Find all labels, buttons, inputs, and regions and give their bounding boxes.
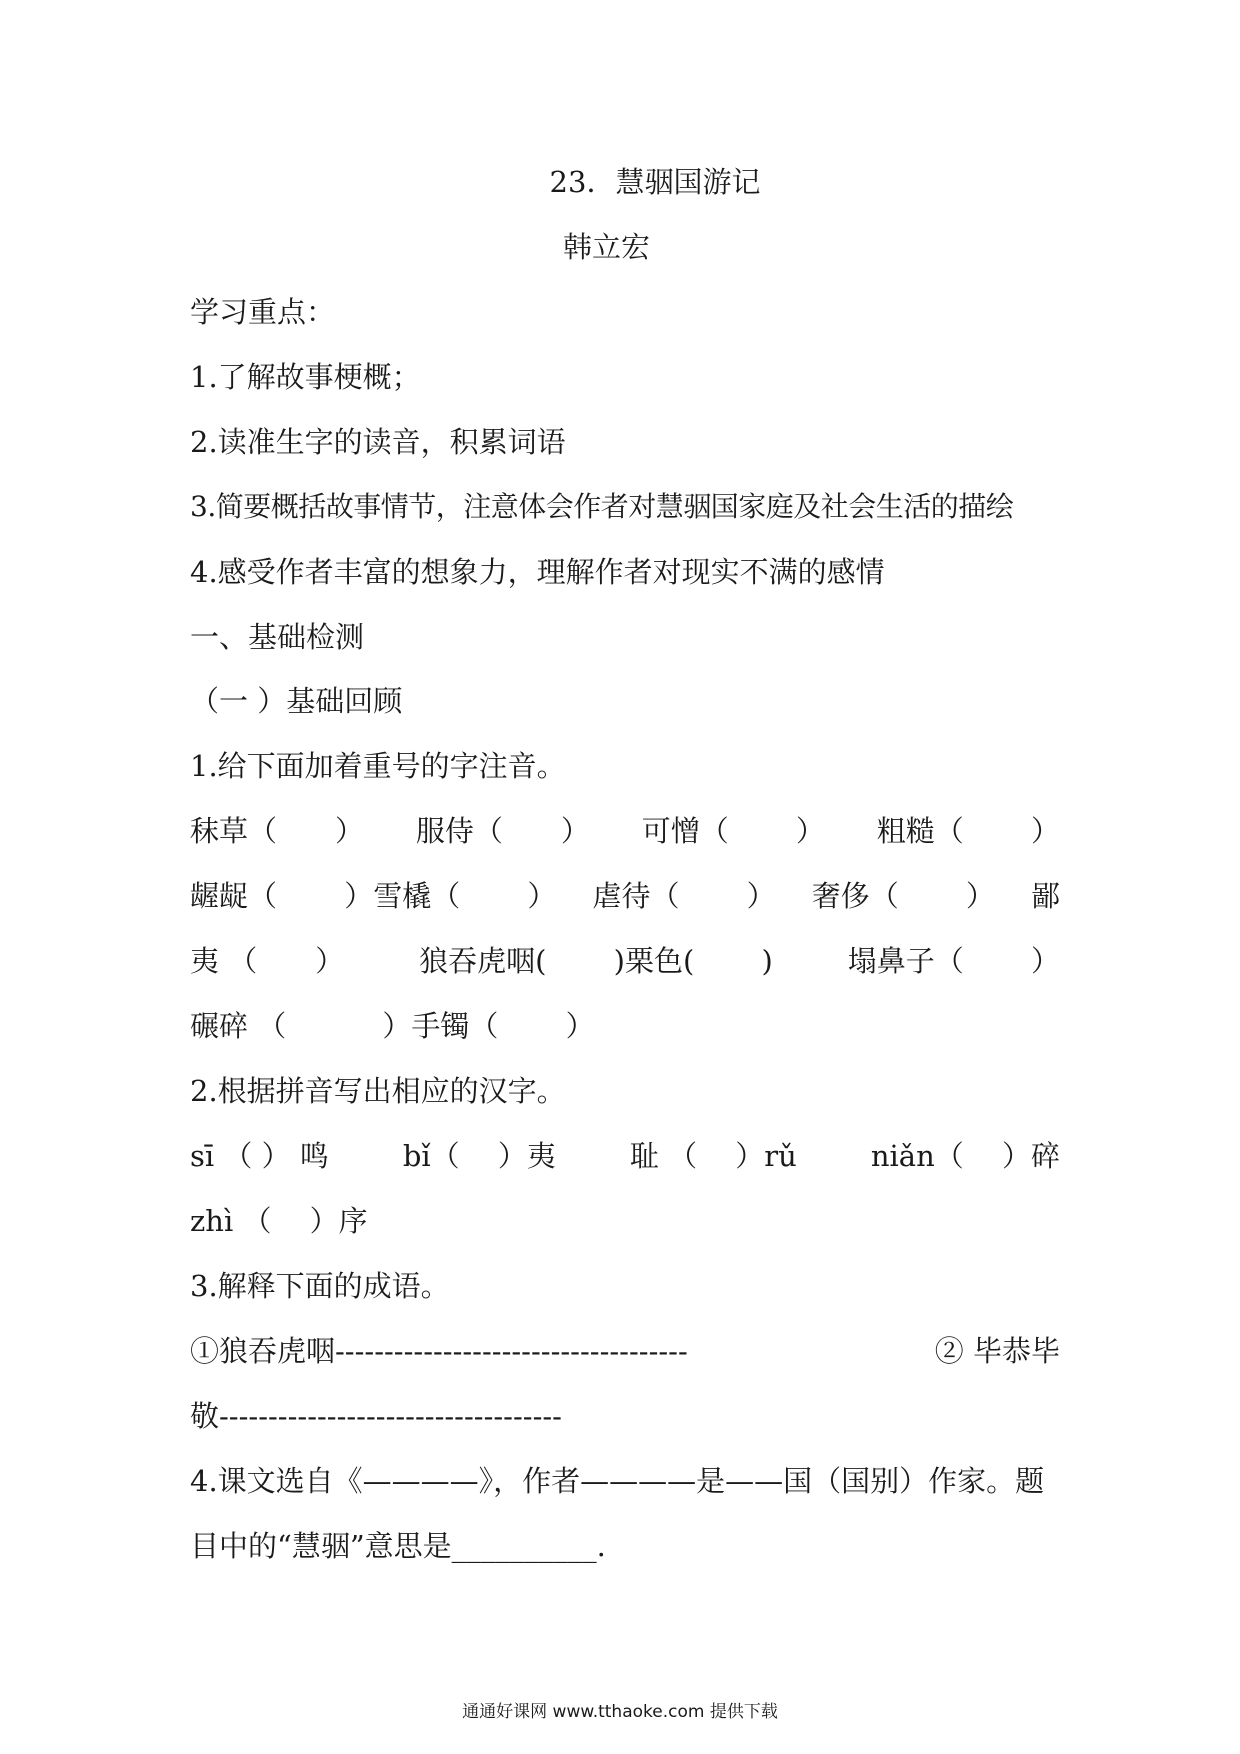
pinyin-item: 秣草（ ） bbox=[190, 814, 365, 848]
question-prompt: 2.根据拼音写出相应的汉字。 bbox=[190, 1074, 566, 1108]
pinyin-row bbox=[190, 941, 1060, 981]
pinyin-item: 服侍（ ） bbox=[415, 814, 590, 848]
hanzi-item: sī （ ） 鸣 bbox=[190, 1139, 329, 1173]
page-footer: 通通好课网 www.tthaoke.com 提供下载 bbox=[462, 1702, 778, 1722]
pinyin-row bbox=[190, 811, 1060, 851]
pinyin-item: 龌龊（ ）雪橇（ ） bbox=[190, 879, 557, 913]
pinyin-item: 粗糙（ ） bbox=[876, 814, 1060, 848]
focus-item: 3.简要概括故事情节，注意体会作者对慧骃国家庭及社会生活的描绘 bbox=[190, 490, 1014, 523]
pinyin-item: 鄙 bbox=[1030, 879, 1060, 913]
pinyin-item: 狼吞虎咽( )栗色( ) bbox=[419, 944, 773, 978]
pinyin-item: 可憎（ ） bbox=[641, 814, 825, 848]
focus-item: 4.感受作者丰富的想象力，理解作者对现实不满的感情 bbox=[190, 555, 885, 589]
hanzi-item: 耻 （ ）rǔ bbox=[629, 1139, 797, 1173]
hanzi-row bbox=[190, 1136, 1060, 1176]
question-line: 4.课文选自《————》，作者————是——国（国别）作家。题 bbox=[190, 1464, 1045, 1498]
question-line: 目中的“慧骃”意思是__________. bbox=[190, 1529, 606, 1563]
focus-item: 2.读准生字的读音，积累词语 bbox=[190, 425, 566, 459]
section-heading: 一、基础检测 bbox=[190, 620, 365, 654]
focus-item: 1.了解故事梗概； bbox=[190, 360, 421, 394]
pinyin-item: 奢侈（ ） bbox=[811, 879, 995, 913]
hanzi-item: bǐ（ ）夷 bbox=[402, 1139, 556, 1173]
page-title: 23．慧骃国游记 bbox=[549, 165, 761, 199]
idiom-item: ①狼吞虎咽------------------------------------ bbox=[190, 1334, 688, 1368]
idiom-item: ② 毕恭毕 bbox=[934, 1334, 1060, 1368]
question-prompt: 1.给下面加着重号的字注音。 bbox=[190, 749, 566, 783]
focus-heading: 学习重点： bbox=[190, 295, 336, 329]
hanzi-item: niǎn（ ）碎 bbox=[870, 1139, 1060, 1173]
pinyin-row: 碾碎 （ ）手镯（ ） bbox=[190, 1009, 595, 1043]
idiom-row bbox=[190, 1331, 1060, 1371]
subsection-heading: （一 ）基础回顾 bbox=[190, 684, 403, 718]
pinyin-row bbox=[190, 876, 1060, 916]
pinyin-item: 夷 （ ） bbox=[190, 944, 345, 978]
author-name: 韩立宏 bbox=[562, 230, 650, 264]
question-prompt: 3.解释下面的成语。 bbox=[190, 1269, 450, 1303]
idiom-row: 敬----------------------------------- bbox=[190, 1399, 562, 1433]
hanzi-row: zhì （ ）序 bbox=[190, 1204, 368, 1238]
pinyin-item: 塌鼻子（ ） bbox=[847, 944, 1060, 978]
pinyin-item: 虐待（ ） bbox=[592, 879, 776, 913]
